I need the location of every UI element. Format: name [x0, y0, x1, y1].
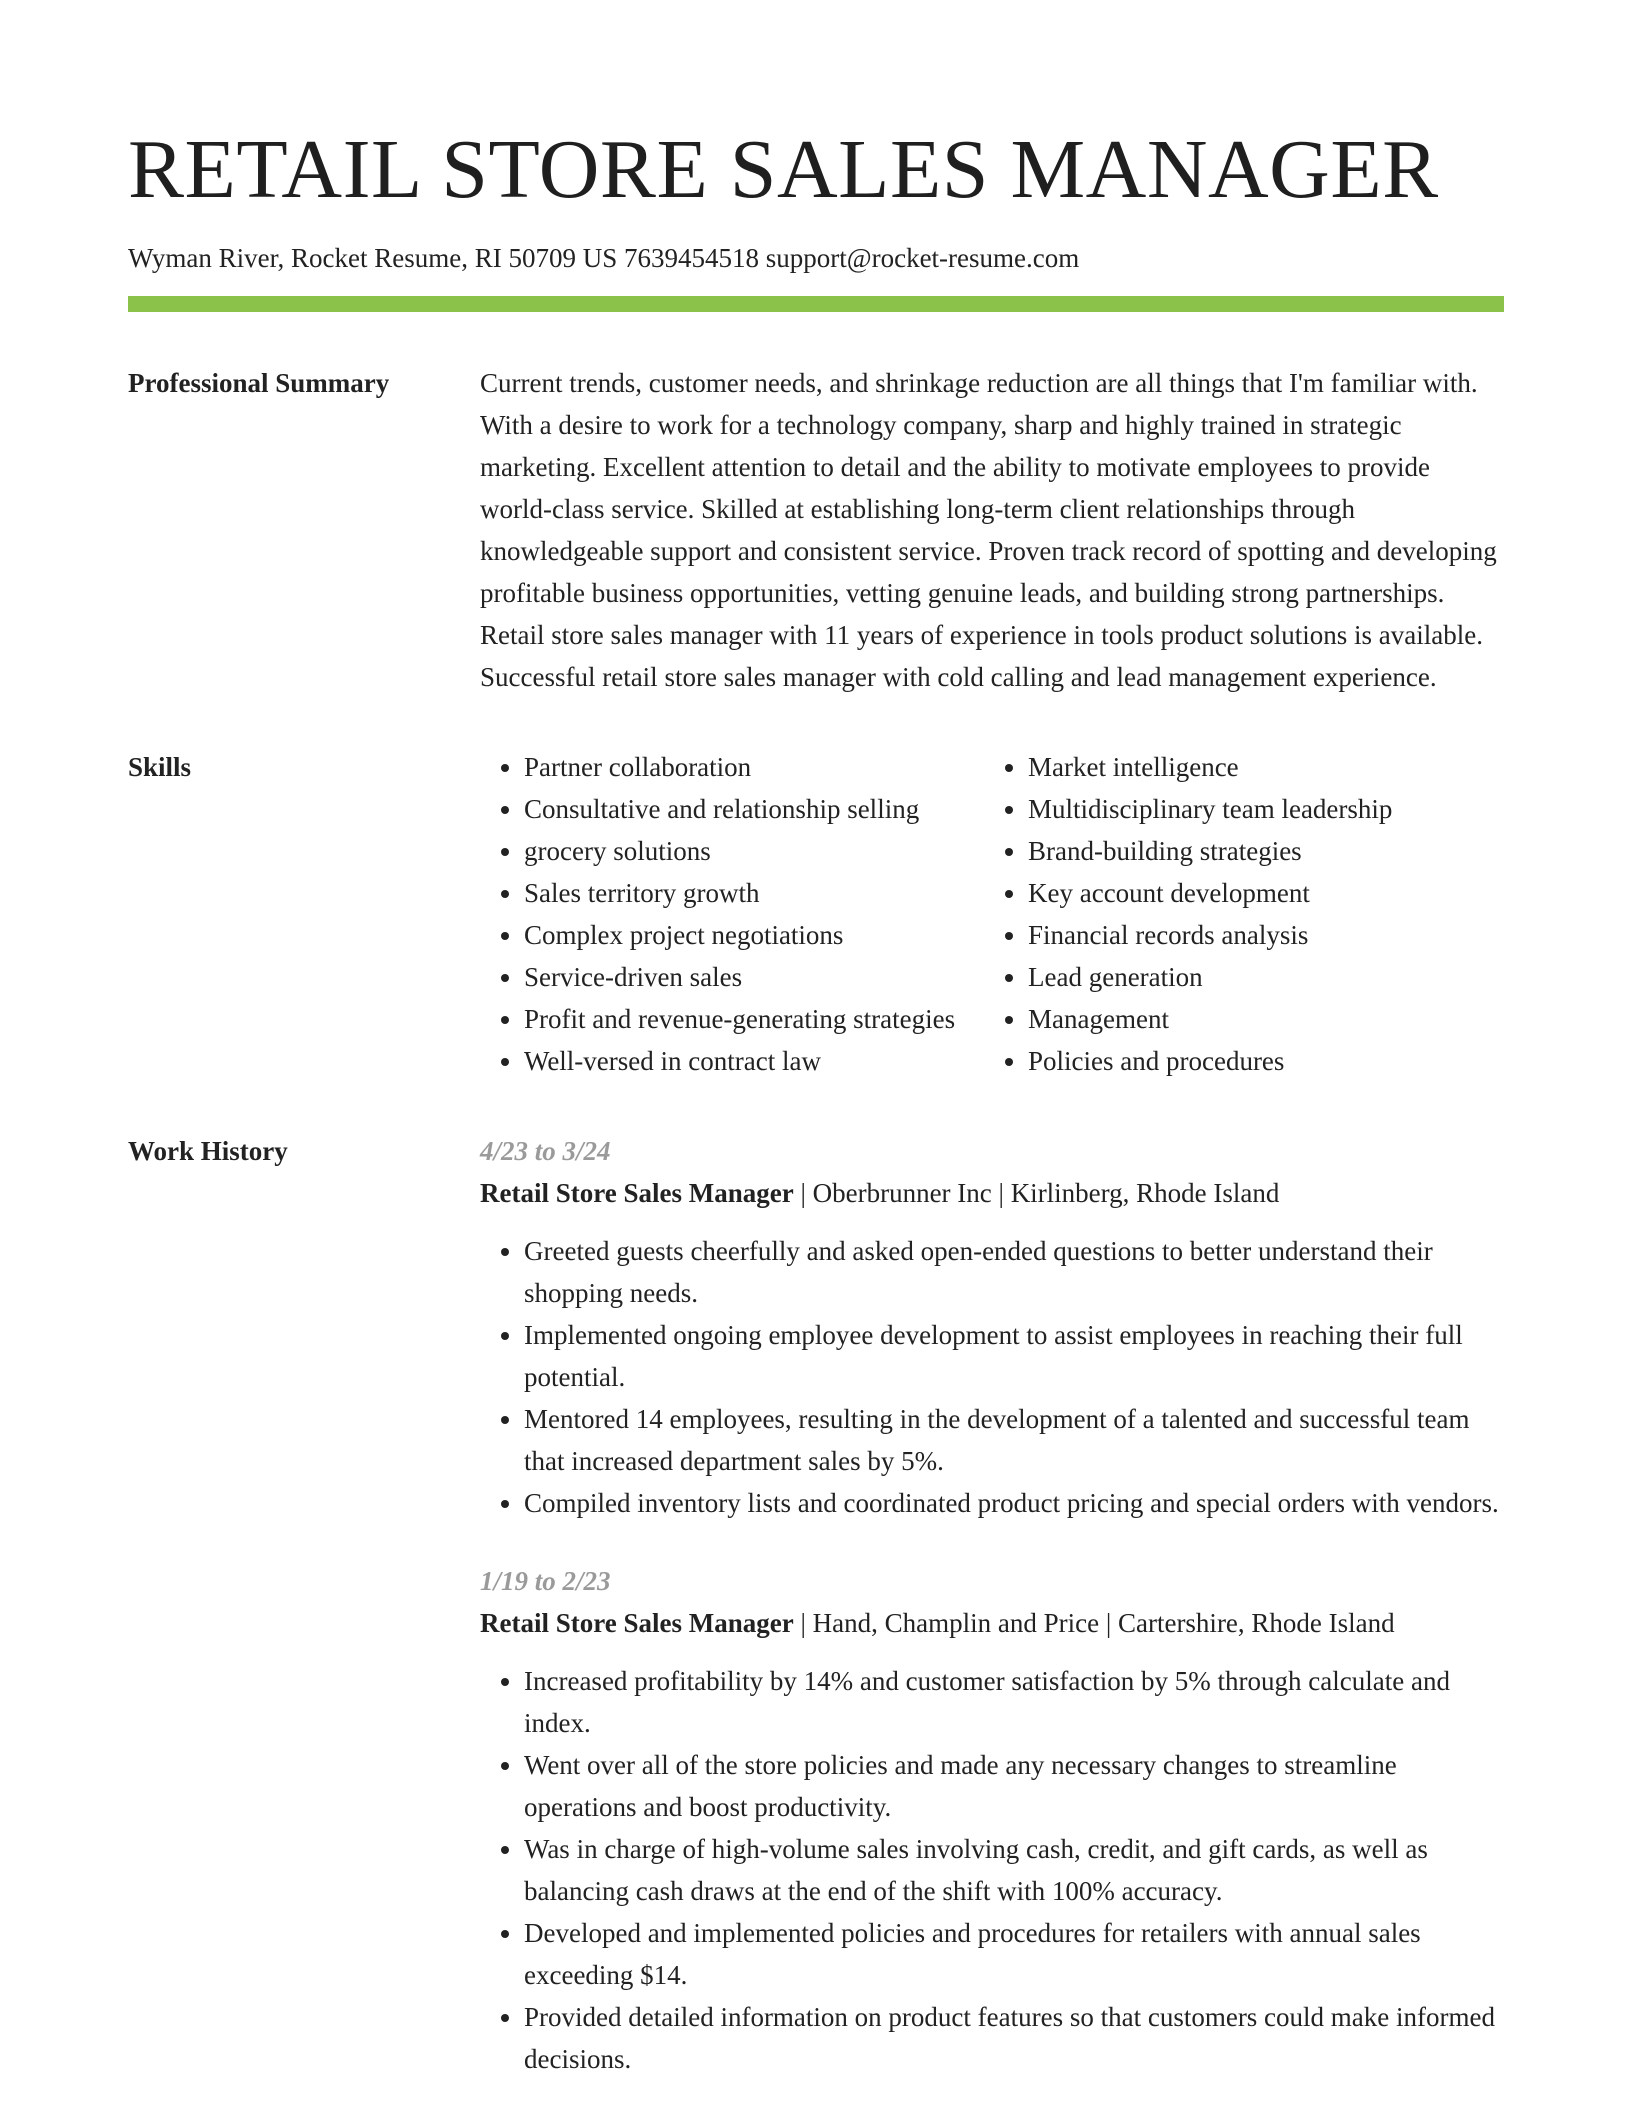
job-entry	[480, 1560, 1504, 2080]
skill-item: • Well-versed in contract law	[524, 1040, 984, 1082]
job-separator: |	[1105, 1608, 1118, 1638]
section-title-skills: Skills	[128, 752, 192, 782]
skill-item: • Key account development	[1028, 872, 1504, 914]
resume-page	[128, 120, 1504, 2116]
job-bullet: • Was in charge of high-volume sales involving cash, credit, and gift cards, as well as balancing cash draws at the end of the shift with 100% accuracy.	[524, 1828, 1504, 1912]
header-divider	[128, 296, 1504, 312]
job-location: Cartershire, Rhode Island	[1117, 1608, 1395, 1638]
job-bullet: • Provided detailed information on product features so that customers could make informed decisions.	[524, 1996, 1504, 2080]
skill-item: • Policies and procedures	[1028, 1040, 1504, 1082]
job-bullet: • Mentored 14 employees, resulting in the development of a talented and successful team that increased department sales by 5%.	[524, 1398, 1504, 1482]
job-bullets	[480, 1230, 1504, 1524]
contact-line	[128, 240, 1504, 276]
skill-item: • Market intelligence	[1028, 746, 1504, 788]
job-bullets	[480, 1660, 1504, 2080]
skill-item: • grocery solutions	[524, 830, 984, 872]
skill-item: • Sales territory growth	[524, 872, 984, 914]
resume-name: RETAIL STORE SALES MANAGER	[128, 123, 1439, 216]
job-company: Hand, Champlin and Price	[812, 1608, 1100, 1638]
contact-phone: 7639454518	[623, 243, 759, 273]
skill-item: • Profit and revenue-generating strategies	[524, 998, 984, 1040]
job-bullet: • Increased profitability by 14% and customer satisfaction by 5% through calculate and index.	[524, 1660, 1504, 1744]
job-bullet: • Greeted guests cheerfully and asked open-ended questions to better understand their shopping needs.	[524, 1230, 1504, 1314]
job-entry	[480, 1130, 1504, 1524]
contact-email: support@rocket-resume.com	[765, 243, 1080, 273]
job-bullet: • Compiled inventory lists and coordinated product pricing and special orders with vendors.	[524, 1482, 1504, 1524]
section-title-work-history: Work History	[128, 1136, 288, 1166]
job-location: Kirlinberg, Rhode Island	[1010, 1178, 1280, 1208]
job-bullet: • Developed and implemented policies and procedures for retailers with annual sales exceeding $14.	[524, 1912, 1504, 1996]
skill-item: • Consultative and relationship selling	[524, 788, 984, 830]
skills-list-right	[984, 746, 1504, 1082]
skills-list-left	[480, 746, 984, 1082]
job-title: Retail Store Sales Manager	[480, 1608, 794, 1638]
section-title-summary: Professional Summary	[128, 368, 390, 398]
skill-item: • Service-driven sales	[524, 956, 984, 998]
skills-section	[128, 746, 1504, 1082]
job-heading	[480, 1172, 1504, 1214]
job-bullet: • Went over all of the store policies and made any necessary changes to streamline operations and boost productivity.	[524, 1744, 1504, 1828]
work-history-section	[128, 1130, 1504, 2116]
skill-item: • Brand-building strategies	[1028, 830, 1504, 872]
skill-item: • Complex project negotiations	[524, 914, 984, 956]
job-dates: 4/23 to 3/24	[480, 1136, 611, 1166]
skill-item: • Partner collaboration	[524, 746, 984, 788]
skill-item: • Lead generation	[1028, 956, 1504, 998]
skill-item: • Multidisciplinary team leadership	[1028, 788, 1504, 830]
job-dates: 1/19 to 2/23	[480, 1566, 611, 1596]
skill-item: • Financial records analysis	[1028, 914, 1504, 956]
summary-text: Current trends, customer needs, and shrinkage reduction are all things that I'm familiar with. With a desire to work for a technology company, sharp and highly trained in strategic marketing. Excellent attention to detail and the ability to motivate employees to provide world-class service. Skilled at establishing long-term client relationships through knowledgeable support and consistent service. Proven track record of spotting and developing profitable business opportunities, vetting genuine leads, and building strong partnerships. Retail store sales manager with 11 years of experience in tools product solutions is available. Successful retail store sales manager with cold calling and lead management experience.	[480, 368, 1497, 692]
job-bullet: • Implemented ongoing employee development to assist employees in reaching their full potential.	[524, 1314, 1504, 1398]
job-title: Retail Store Sales Manager	[480, 1178, 794, 1208]
skill-item: • Management	[1028, 998, 1504, 1040]
contact-address: Wyman River, Rocket Resume, RI 50709 US	[128, 243, 618, 273]
job-heading	[480, 1602, 1504, 1644]
job-separator: |	[998, 1178, 1011, 1208]
summary-section	[128, 362, 1504, 698]
job-company: Oberbrunner Inc	[812, 1178, 992, 1208]
job-separator: |	[800, 1178, 813, 1208]
job-separator: |	[800, 1608, 813, 1638]
